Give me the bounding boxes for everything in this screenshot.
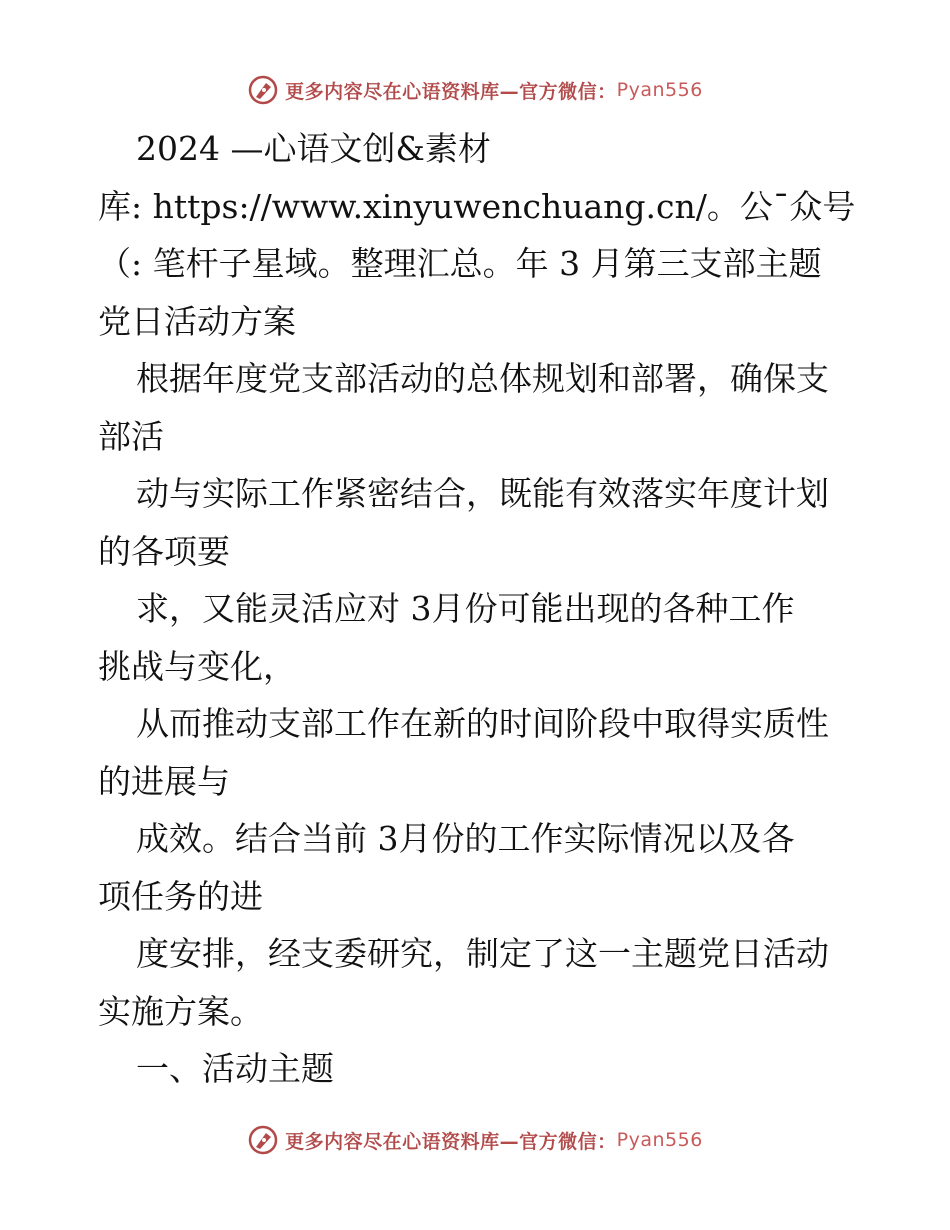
banner-text: 更多内容尽在心语资料库—官方微信： — [285, 80, 617, 103]
body-line: 项任务的进 — [98, 876, 263, 916]
body-line: 库: https://www.xinyuwenchuang.cn/。公¯众号 — [98, 186, 856, 226]
body-line: 成效。结合当前 3月份的工作实际情况以及各 — [136, 819, 795, 858]
banner-text: 更多内容尽在心语资料库—官方微信： — [285, 1130, 617, 1153]
body-line: 的进展与 — [98, 761, 230, 801]
header-banner — [0, 70, 950, 110]
body-line: 的各项要 — [98, 531, 230, 571]
body-line: 度安排，经支委研究，制定了这一主题党日活动 — [136, 934, 829, 973]
document-body — [98, 120, 868, 1098]
pen-nib-logo-icon — [247, 1124, 279, 1156]
body-line: 求，又能灵活应对 3月份可能出现的各种工作 — [136, 589, 795, 628]
banner-wechat-id: Pyan556 — [616, 79, 703, 101]
section-heading: 一、活动主题 — [136, 1049, 334, 1088]
body-line: 2024 —心语文创&素材 — [136, 129, 491, 168]
document-title-line: 党日活动方案 — [98, 301, 296, 341]
body-line: 从而推动支部工作在新的时间阶段中取得实质性 — [136, 704, 829, 743]
pen-nib-logo-icon — [247, 74, 279, 106]
body-line: 实施方案。 — [98, 991, 263, 1031]
body-line: 动与实际工作紧密结合，既能有效落实年度计划 — [136, 474, 829, 513]
body-line: 根据年度党支部活动的总体规划和部署，确保支 — [136, 359, 829, 398]
body-line: 部活 — [98, 416, 164, 456]
footer-banner — [0, 1120, 950, 1160]
body-line: 挑战与变化， — [98, 646, 296, 686]
body-line: （: 笔杆子星域。整理汇总。年 3 月第三支部主题 — [98, 244, 822, 283]
banner-wechat-id: Pyan556 — [616, 1129, 703, 1151]
